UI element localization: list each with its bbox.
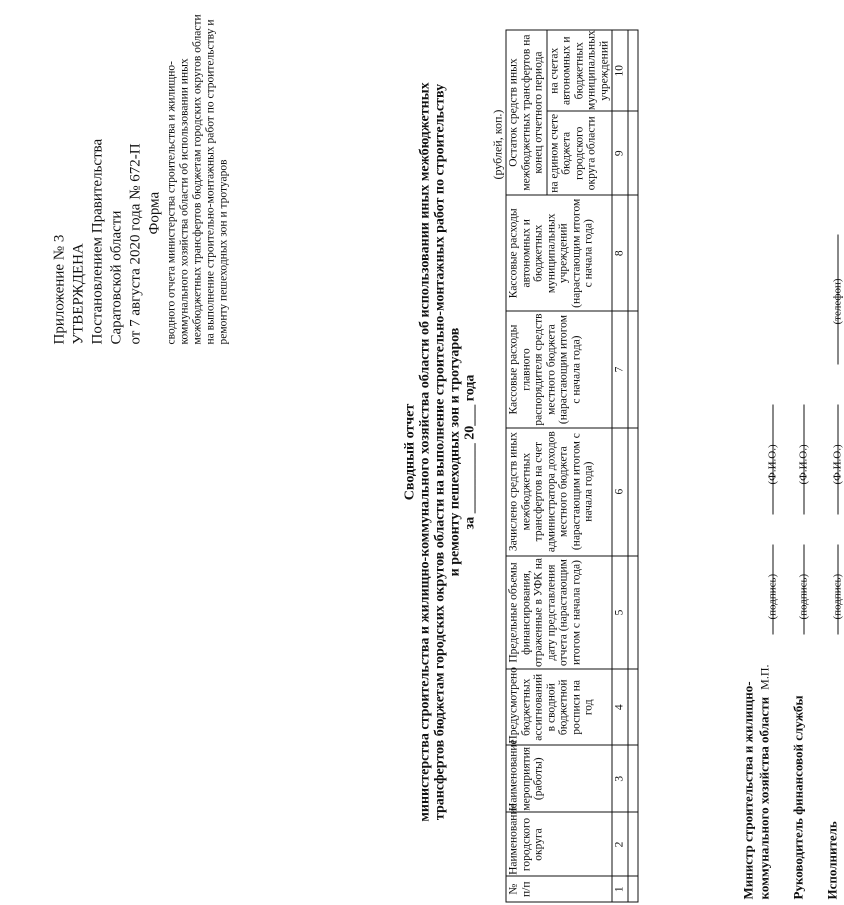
report-table	[506, 30, 639, 903]
minister-sign-caption: (подпись)	[766, 573, 779, 620]
col-number: 3	[612, 745, 628, 812]
header-allocations: Предусмотрено бюджетных ассигнований в сводной бюджетной росписи на год	[506, 670, 612, 746]
header-balance-institutions: на счетах автономных и бюджетных муниципальных учреждений	[548, 30, 610, 110]
title-line-4: и ремонту пешеходных зон и тротуаров	[447, 327, 463, 577]
header-cash-expenses-main: Кассовые расходы главного распорядителя средств местного бюджета (нарастающим итогом с начала года)	[506, 311, 612, 427]
col-number: 9	[612, 111, 628, 195]
approval-block	[51, 5, 231, 345]
col-number: 10	[612, 30, 628, 111]
col-number: 5	[612, 556, 628, 670]
header-balance-budget: на едином счете бюджета городского округа области	[547, 111, 613, 195]
form-label: Форма	[146, 191, 163, 235]
col-number: 8	[612, 195, 628, 311]
minister-name-caption: (Ф.И.О.)	[766, 444, 779, 485]
col-number: 6	[612, 428, 628, 556]
approved-label: УТВЕРЖДЕНА	[70, 243, 87, 345]
stamp-place: М.П.	[757, 664, 772, 690]
finance-name-caption: (Ф.И.О.)	[797, 444, 810, 485]
header-number: № п/п	[506, 876, 612, 902]
units-label: (рублей, коп.)	[490, 109, 505, 180]
finance-signature-block	[791, 695, 807, 899]
header-financing-limits: Предельные объемы финансирования, отраженные в УФК на дату представления отчета (нарастающим итогом с начала года)	[506, 556, 612, 670]
finance-title: Руководитель финансовой службы	[790, 695, 806, 900]
minister-title-line-2: коммунального хозяйства области	[756, 696, 772, 900]
col-number: 4	[612, 670, 628, 746]
title-line-3: трансфертов бюджетам городских округов области на выполнение строительно-монтажных работ по строительству	[432, 83, 448, 821]
executor-sign-caption: (подпись)	[831, 573, 844, 620]
title-line-1: Сводный отчет	[402, 403, 418, 501]
header-district: Наименование городского округа	[506, 812, 612, 876]
col-number: 2	[612, 812, 628, 876]
executor-signature-block	[825, 821, 841, 899]
minister-title-line-1: Министр строительства и жилищно-	[740, 681, 756, 900]
appendix-label: Приложение № 3	[51, 234, 68, 345]
executor-title: Исполнитель	[824, 821, 840, 900]
empty-row	[628, 30, 638, 902]
header-row	[506, 30, 547, 902]
column-number-row	[612, 30, 628, 902]
title-period: за __________ 20___ года	[462, 374, 478, 530]
col-number: 1	[612, 876, 628, 902]
approved-by: Постановлением Правительства	[89, 138, 106, 345]
header-activity: Наименование мероприятия (работы)	[506, 745, 612, 812]
executor-name-caption: (Ф.И.О.)	[831, 444, 844, 485]
form-description: сводного отчета министерства строительства и жилищно-коммунального хозяйства области об использовании иных межбюджетных трансфертов бюджетам городских округов области на выполнение строительно-монтажных работ по строительству и ремонту пешеходных зон и тротуаров	[165, 14, 230, 345]
col-number: 7	[612, 311, 628, 427]
finance-sign-caption: (подпись)	[797, 573, 810, 620]
decree-reference: от 7 августа 2020 года № 672-П	[127, 143, 144, 345]
region: Саратовской области	[108, 210, 125, 345]
document-page	[1, 0, 844, 905]
report-title	[403, 0, 478, 905]
minister-signature-block	[741, 664, 773, 899]
header-balance: Остаток средств иных межбюджетных трансфертов на конец отчетного периода	[506, 30, 547, 195]
executor-phone-caption: (телефон)	[831, 278, 844, 325]
header-credited: Зачислено средств иных межбюджетных трансфертов на счет администратора доходов местного бюджета (нарастающим итогом с начала года)	[506, 428, 612, 556]
header-cash-expenses-institutions: Кассовые расходы автономных и бюджетных муниципальных учреждений (нарастающим итогом с начала года)	[506, 195, 612, 311]
title-line-2: министерства строительства и жилищно-коммунального хозяйства области об использовании иных межбюджетных	[417, 82, 433, 822]
